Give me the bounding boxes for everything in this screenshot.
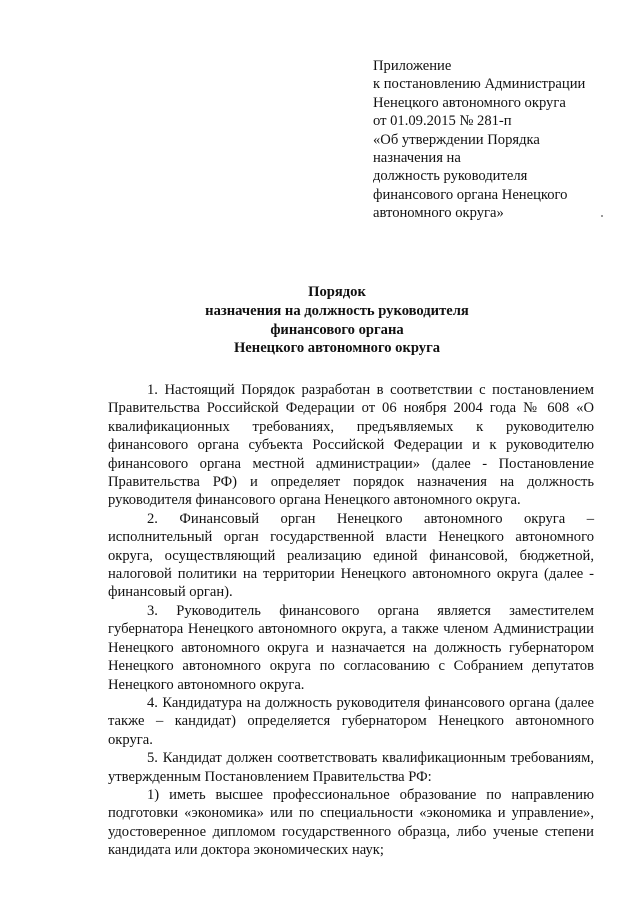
scan-artifact-dot: [601, 215, 603, 217]
paragraph-4: 4. Кандидатура на должность руководителя финансового органа (далее также – кандидат) определяется губернатором Ненецкого автономного округа.: [108, 694, 594, 748]
appendix-line: автономного округа»: [373, 205, 504, 222]
appendix-block: [373, 57, 623, 223]
appendix-line: Приложение: [373, 58, 452, 74]
document-title: [80, 283, 594, 358]
paragraph-3: 3. Руководитель финансового органа является заместителем губернатора Ненецкого автономного округа, а также членом Администрации Ненецкого автономного округа и назначается на должность губернатором Ненецкого автономного округа по согласованию с Собранием депутатов Ненецкого автономного округа.: [108, 602, 594, 693]
paragraph-2: 2. Финансовый орган Ненецкого автономного округа – исполнительный орган государственной власти Ненецкого автономного округа, осуществляющий реализацию единой финансовой, бюджетной, налоговой политики на территории Ненецкого автономного округа (далее - финансовый орган).: [108, 510, 594, 601]
paragraph-5: 5. Кандидат должен соответствовать квалификационным требованиям, утвержденным Постановлением Правительства РФ:: [108, 750, 594, 785]
appendix-line: назначения на: [373, 150, 461, 167]
title-line: Порядок: [308, 284, 366, 300]
paragraph-1: 1. Настоящий Порядок разработан в соответствии с постановлением Правительства Российской Федерации от 06 ноября 2004 года № 608 «О квалификационных требованиях, предъявляемых к руководителю финансового органа субъекта Российской Федерации и к руководителю финансового органа местной администрации» (далее - Постановление Правительства РФ) и определяет порядок назначения на должность руководителя финансового органа Ненецкого автономного округа.: [108, 382, 594, 509]
title-line: назначения на должность руководителя: [205, 302, 469, 319]
appendix-line: к постановлению Администрации: [373, 76, 586, 93]
document-body: [108, 381, 594, 860]
appendix-line: от 01.09.2015 № 281-п: [373, 113, 512, 130]
appendix-line: финансового органа Ненецкого: [373, 186, 568, 203]
title-line: финансового органа: [270, 321, 404, 338]
paragraph-5-item-1: 1) иметь высшее профессиональное образование по направлению подготовки «экономика» или по специальности «экономика и управление», удостоверенное дипломом государственного образца, либо ученые степени кандидата или доктора экономических наук;: [108, 786, 594, 859]
title-line: Ненецкого автономного округа: [233, 340, 441, 357]
appendix-line: Ненецкого автономного округа: [373, 94, 566, 111]
appendix-line: должность руководителя: [373, 168, 528, 185]
appendix-line: «Об утверждении Порядка: [373, 131, 540, 148]
